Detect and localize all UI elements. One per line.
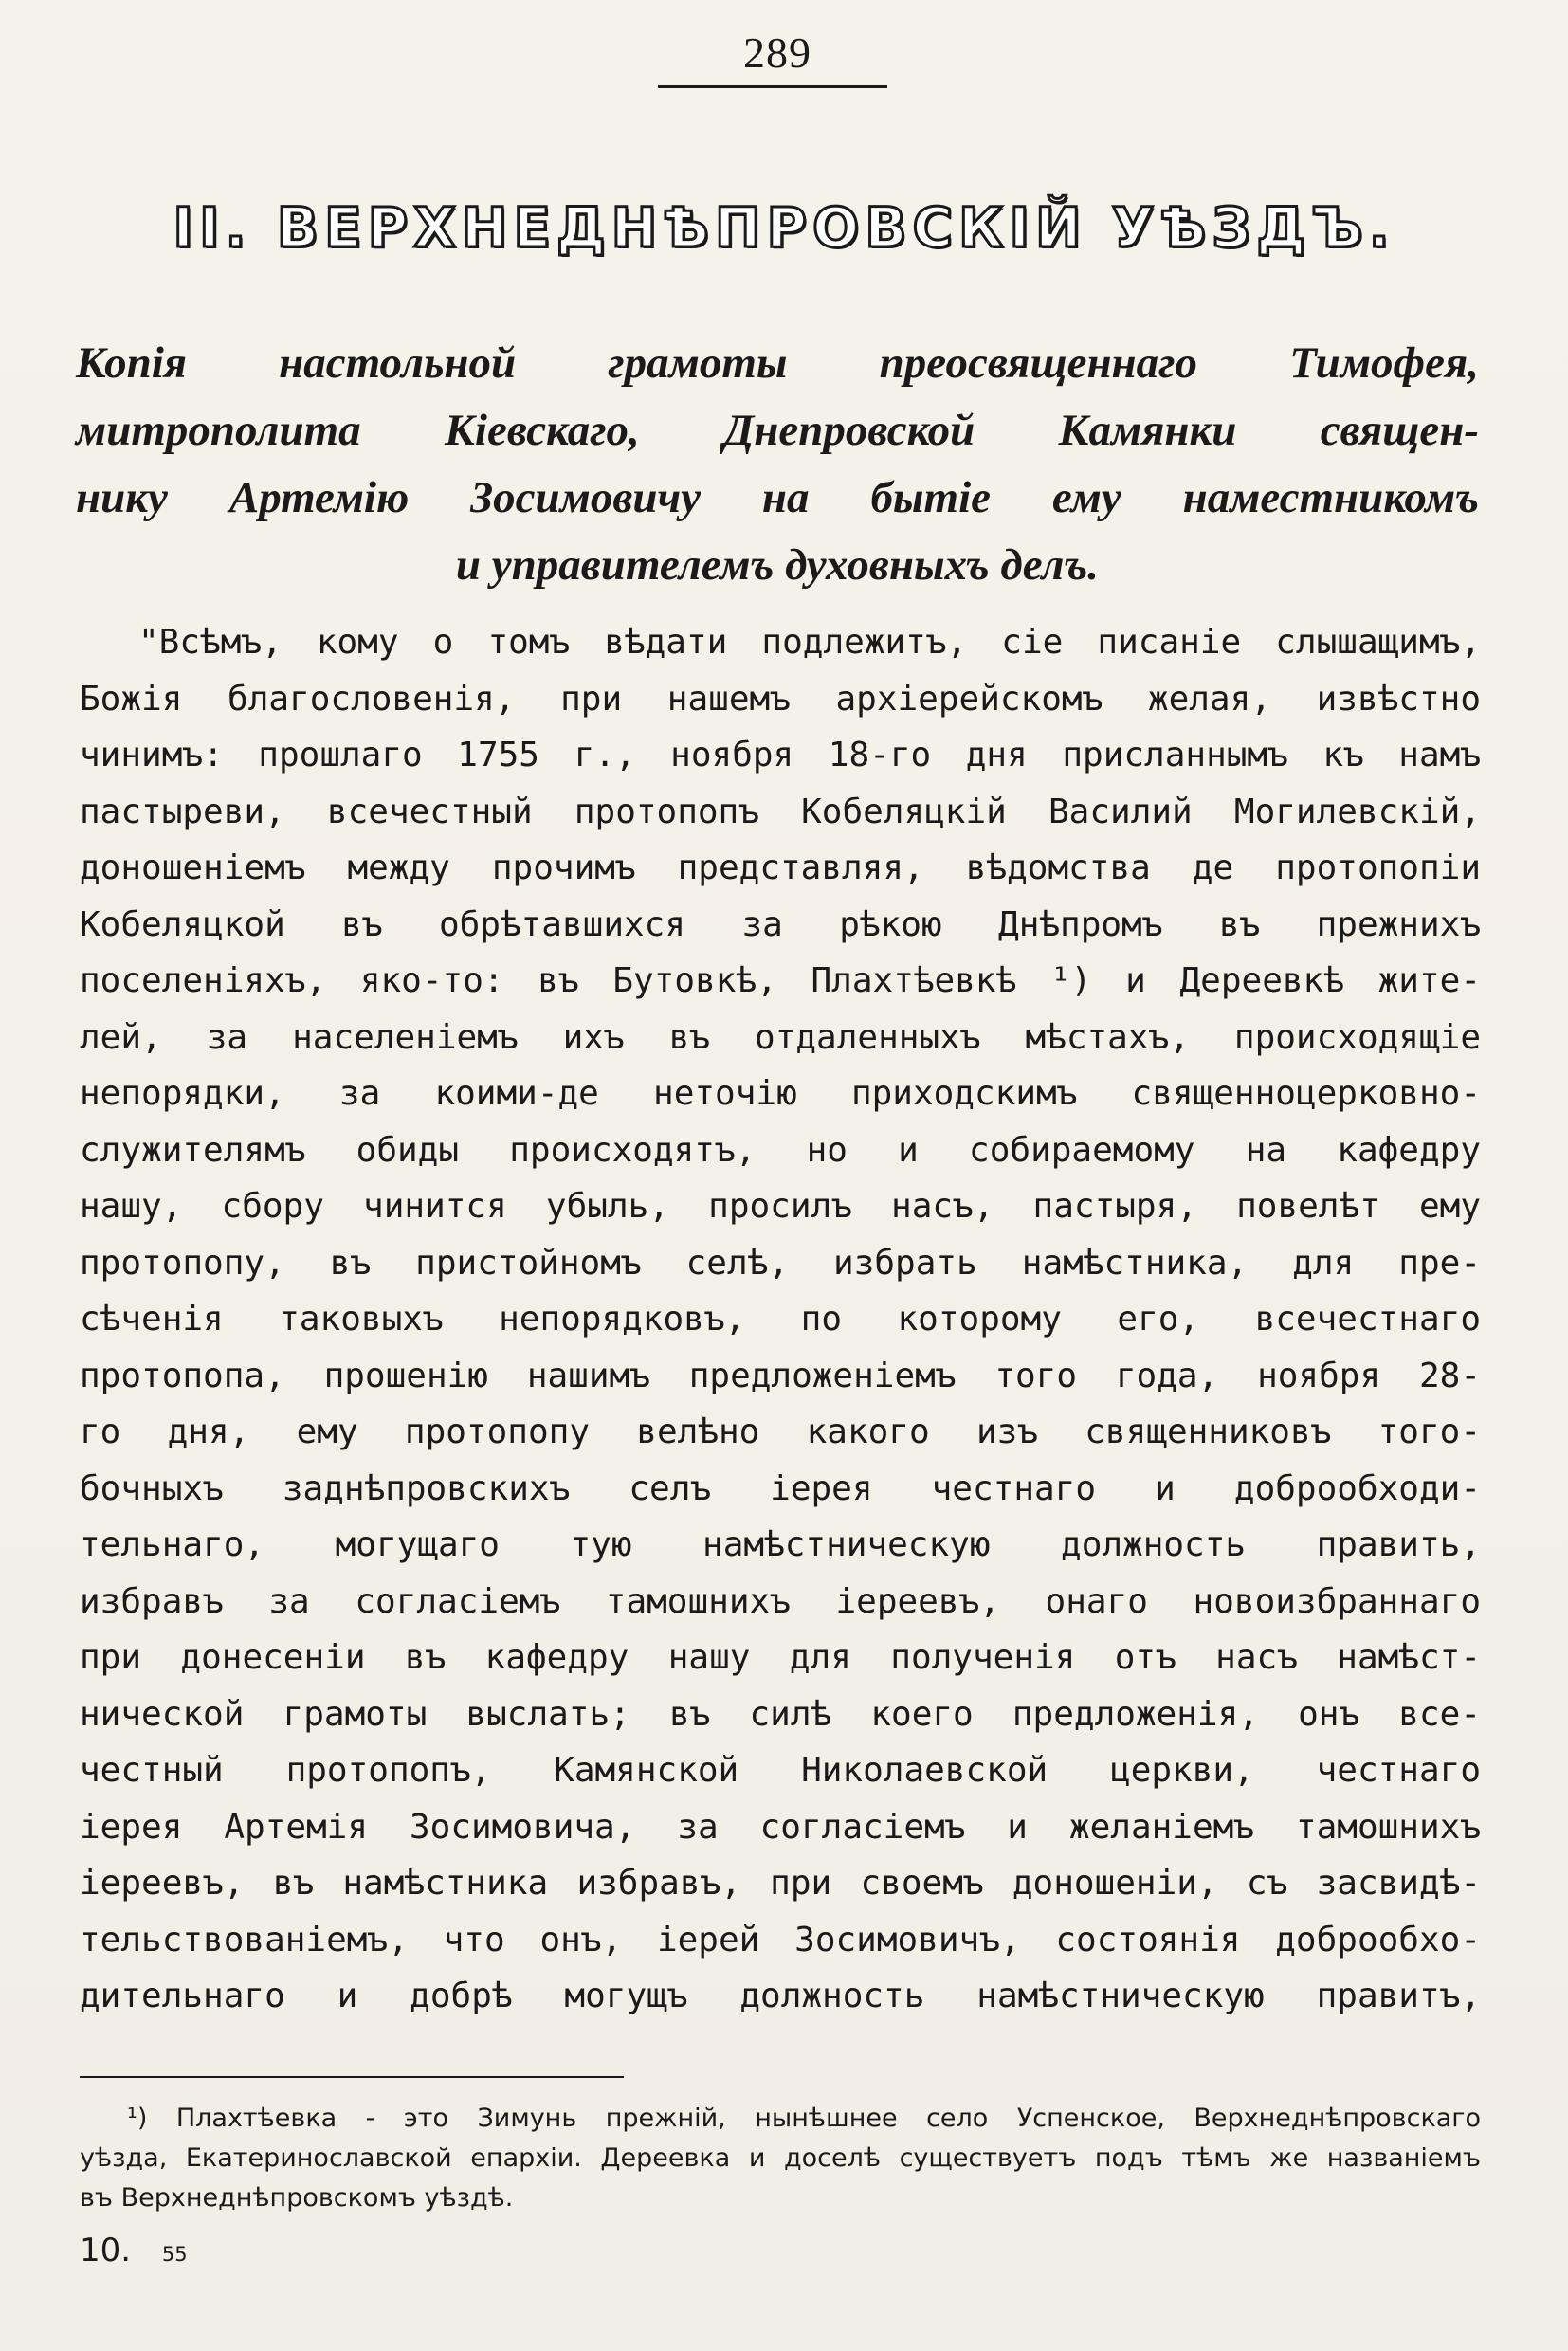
body-text <box>80 614 1481 2025</box>
signature-mark: 10. <box>80 2232 132 2269</box>
body-line: поселеніяхъ, яко-то: въ Бутовкѣ, Плахтѣевкѣ ¹) и Дереевкѣ жите- <box>80 961 1481 1000</box>
footnote-rule <box>80 2076 624 2078</box>
body-line: нической грамоты выслать; въ силѣ коего предложенія, онъ все- <box>80 1694 1481 1734</box>
body-line: честный протопопъ, Камянской Николаевской церкви, честнаго <box>80 1751 1481 1790</box>
body-line: го дня, ему протопопу велѣно какого изъ священниковъ того- <box>80 1412 1481 1451</box>
title-line: митрополита Кіевскаго, Днепровской Камянки священ- <box>76 406 1479 455</box>
page-number-rule <box>658 85 887 88</box>
section-title: II. ВЕРХНЕДНѢПРОВСКІЙ УѢЗДЪ. <box>173 195 1395 260</box>
body-line: доношеніемъ между прочимъ представляя, вѣдомства де протопопіи <box>80 848 1481 887</box>
page-number: 289 <box>743 28 811 77</box>
body-line: избравъ за согласіемъ тамошнихъ іереевъ, онаго новоизбраннаго <box>80 1581 1481 1621</box>
body-line: чинимъ: прошлаго 1755 г., ноября 18-го дня присланнымъ къ намъ <box>80 736 1481 775</box>
body-line: Кобеляцкой въ обрѣтавшихся за рѣкою Днѣпромъ въ прежнихъ <box>80 904 1481 944</box>
body-line: протопопу, въ пристойномъ селѣ, избрать намѣстника, для пре- <box>80 1243 1481 1283</box>
body-line: сѣченія таковыхъ непорядковъ, по которому его, всечестнаго <box>80 1300 1481 1339</box>
body-line: тельнаго, могущаго тую намѣстническую должность править, <box>80 1525 1481 1564</box>
body-line: "Всѣмъ, кому о томъ вѣдати подлежитъ, сіе писаніе слышащимъ, <box>138 623 1481 662</box>
printers-signature <box>80 2230 188 2275</box>
body-line: пастыреви, всечестный протопопъ Кобеляцкій Василий Могилевскій, <box>80 792 1481 831</box>
body-line: при донесеніи въ кафедру нашу для полученія отъ насъ намѣст- <box>80 1638 1481 1677</box>
title-line: нику Артемію Зосимовичу на бытіе ему наместникомъ <box>76 473 1479 522</box>
footnote-line: въ Верхнеднѣпровскомъ уѣздѣ. <box>80 2183 514 2213</box>
title-line: и управителемъ духовныхъ делъ. <box>455 540 1100 590</box>
body-line: лей, за населеніемъ ихъ въ отдаленныхъ мѣстахъ, происходящіе <box>80 1017 1481 1057</box>
body-line: іереевъ, въ намѣстника избравъ, при своемъ доношеніи, съ засвидѣ- <box>80 1864 1481 1903</box>
body-line: бочныхъ заднѣпровскихъ селъ іерея честнаго и доброобходи- <box>80 1468 1481 1508</box>
title-line: Копія настольной грамоты преосвященнаго Тимофея, <box>76 338 1479 388</box>
body-line: непорядки, за коими-де неточію приходскимъ священноцерковно- <box>80 1074 1481 1113</box>
body-line: тельствованіемъ, что онъ, іерей Зосимовичъ, состоянія доброобхо- <box>80 1920 1481 1959</box>
footnote-line: уѣзда, Екатеринославской епархіи. Дереевка и доселѣ существуетъ подъ тѣмъ же названіемъ <box>80 2143 1481 2173</box>
body-line: дительнаго и добрѣ могущъ должность намѣстническую правитъ, <box>80 1977 1481 2015</box>
sheet-number: 55 <box>161 2243 188 2266</box>
body-line: Божія благословенія, при нашемъ архіерейскомъ желая, извѣстно <box>80 679 1481 719</box>
body-line: нашу, сбору чинится убыль, просилъ насъ, пастыря, повелѣт ему <box>80 1187 1481 1226</box>
body-line: служителямъ обиды происходятъ, но и собираемому на кафедру <box>80 1130 1481 1170</box>
body-line: іерея Артемія Зосимовича, за согласіемъ и желаніемъ тамошнихъ <box>80 1807 1481 1847</box>
body-line: протопопа, прошенію нашимъ предложеніемъ того года, ноября 28- <box>80 1356 1481 1395</box>
document-title <box>76 330 1479 599</box>
footnote-line: ¹) Плахтѣевка - это Зимунь прежній, нынѣшнее село Успенское, Верхнеднѣпровскаго <box>127 2104 1481 2133</box>
footnote <box>80 2099 1481 2218</box>
